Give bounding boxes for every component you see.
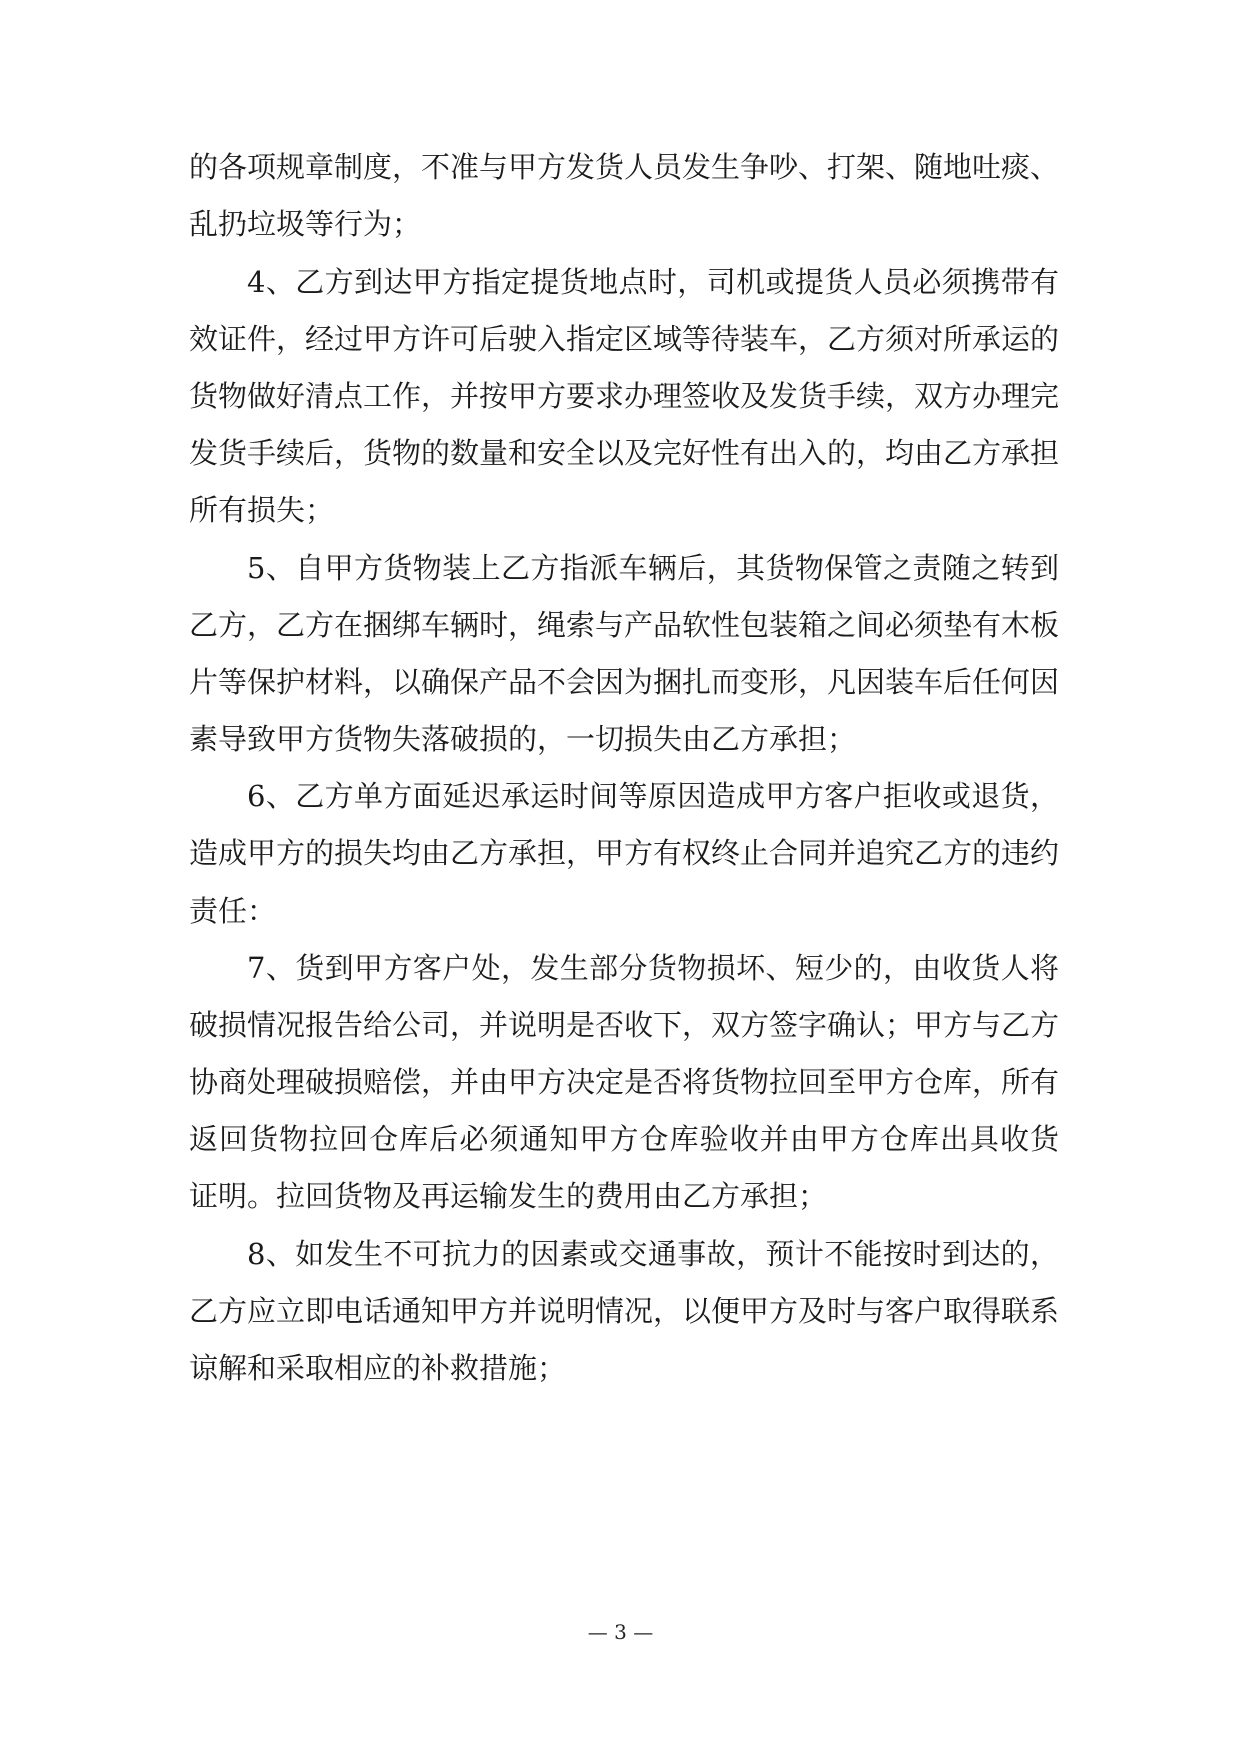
text-line: 7、货到甲方客户处，发生部分货物损坏、短少的，由收货人将 <box>247 951 1059 985</box>
text-line: 4、乙方到达甲方指定提货地点时，司机或提货人员必须携带有 <box>247 265 1059 299</box>
text-line: 造成甲方的损失均由乙方承担，甲方有权终止合同并追究乙方的违约 <box>189 836 1060 870</box>
text-line: 责任： <box>189 894 277 928</box>
text-line: 谅解和采取相应的补救措施； <box>189 1351 567 1385</box>
text-line: 乙方应立即电话通知甲方并说明情况，以便甲方及时与客户取得联系 <box>189 1294 1060 1328</box>
text-line: 的各项规章制度，不准与甲方发货人员发生争吵、打架、随地吐痰、 <box>189 150 1060 184</box>
text-line: 5、自甲方货物装上乙方指派车辆后，其货物保管之责随之转到 <box>247 551 1059 585</box>
text-line: 协商处理破损赔偿，并由甲方决定是否将货物拉回至甲方仓库，所有 <box>189 1065 1060 1099</box>
text-line: 返回货物拉回仓库后必须通知甲方仓库验收并由甲方仓库出具收货 <box>189 1122 1059 1156</box>
text-line: 素导致甲方货物失落破损的，一切损失由乙方承担； <box>189 722 857 756</box>
text-line: 所有损失； <box>189 493 335 527</box>
page-number: — 3 — <box>587 1620 654 1644</box>
text-line: 8、如发生不可抗力的因素或交通事故，预计不能按时到达的， <box>247 1237 1059 1271</box>
text-line: 6、乙方单方面延迟承运时间等原因造成甲方客户拒收或退货， <box>247 779 1059 813</box>
text-line: 乱扔垃圾等行为； <box>189 207 422 241</box>
text-line: 破损情况报告给公司，并说明是否收下，双方签字确认；甲方与乙方 <box>189 1008 1060 1042</box>
text-line: 发货手续后，货物的数量和安全以及完好性有出入的，均由乙方承担 <box>189 436 1060 470</box>
text-line: 乙方，乙方在捆绑车辆时，绳索与产品软性包装箱之间必须垫有木板 <box>189 608 1060 642</box>
text-line: 证明。拉回货物及再运输发生的费用由乙方承担； <box>189 1179 828 1213</box>
text-line: 效证件，经过甲方许可后驶入指定区域等待装车，乙方须对所承运的 <box>189 322 1060 356</box>
text-line: 片等保护材料，以确保产品不会因为捆扎而变形，凡因装车后任何因 <box>189 665 1060 699</box>
text-line: 货物做好清点工作，并按甲方要求办理签收及发货手续，双方办理完 <box>189 379 1060 413</box>
